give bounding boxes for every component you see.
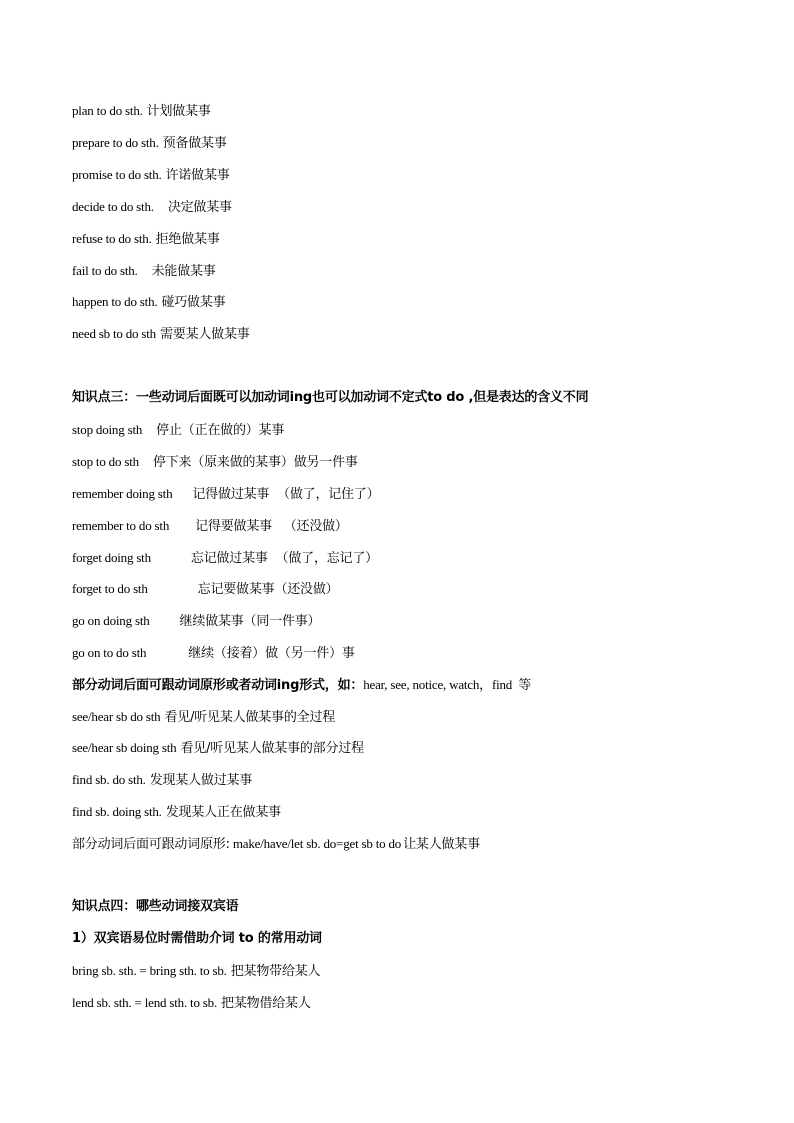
list-item: forget doing sth 忘记做过某事 （做了，忘记了） [72,550,378,566]
list-item: go on to do sth 继续（接着）做（另一件）事 [72,645,355,661]
list-item: decide to do sth. 决定做某事 [72,199,232,215]
list-item: remember to do sth 记得要做某事 （还没做） [72,518,348,534]
list-item: find sb. do sth. 发现某人做过某事 [72,772,253,788]
list-item: lend sb. sth. = lend sth. to sb. 把某物借给某人 [72,995,311,1011]
list-item: stop to do sth 停下来（原来做的某事）做另一件事 [72,454,358,470]
list-item: find sb. doing sth. 发现某人正在做某事 [72,804,281,820]
list-item: 部分动词后面可跟动词原形: make/have/let sb. do=get sb to do 让某人做某事 [72,836,480,852]
list-item: need sb to do sth 需要某人做某事 [72,326,250,342]
list-item: go on doing sth 继续做某事（同一件事） [72,613,321,629]
list-item: see/hear sb doing sth 看见/听见某人做某事的部分过程 [72,740,364,756]
subheading: 1）双宾语易位时需借助介词 to 的常用动词 [72,931,322,946]
list-item: fail to do sth. 未能做某事 [72,263,216,279]
list-item: plan to do sth. 计划做某事 [72,103,211,119]
list-item: refuse to do sth. 拒绝做某事 [72,231,220,247]
list-item: promise to do sth. 许诺做某事 [72,167,230,183]
section-heading: 知识点四：哪些动词接双宾语 [72,899,239,914]
list-item: bring sb. sth. = bring sth. to sb. 把某物带给某人 [72,963,321,979]
section-heading: 知识点三：一些动词后面既可以加动词ing也可以加动词不定式to do ,但是表达的含义不同 [72,390,589,405]
list-item: remember doing sth 记得做过某事 （做了，记住了） [72,486,380,502]
list-item: see/hear sb do sth 看见/听见某人做某事的全过程 [72,709,336,725]
list-item: happen to do sth. 碰巧做某事 [72,294,226,310]
list-item: stop doing sth 停止（正在做的）某事 [72,422,285,438]
list-item: prepare to do sth. 预备做某事 [72,135,227,151]
subheading: 部分动词后面可跟动词原形或者动词ing形式，如：hear, see, notice, watch，find 等 [72,677,532,693]
list-item: forget to do sth 忘记要做某事（还没做） [72,581,339,597]
